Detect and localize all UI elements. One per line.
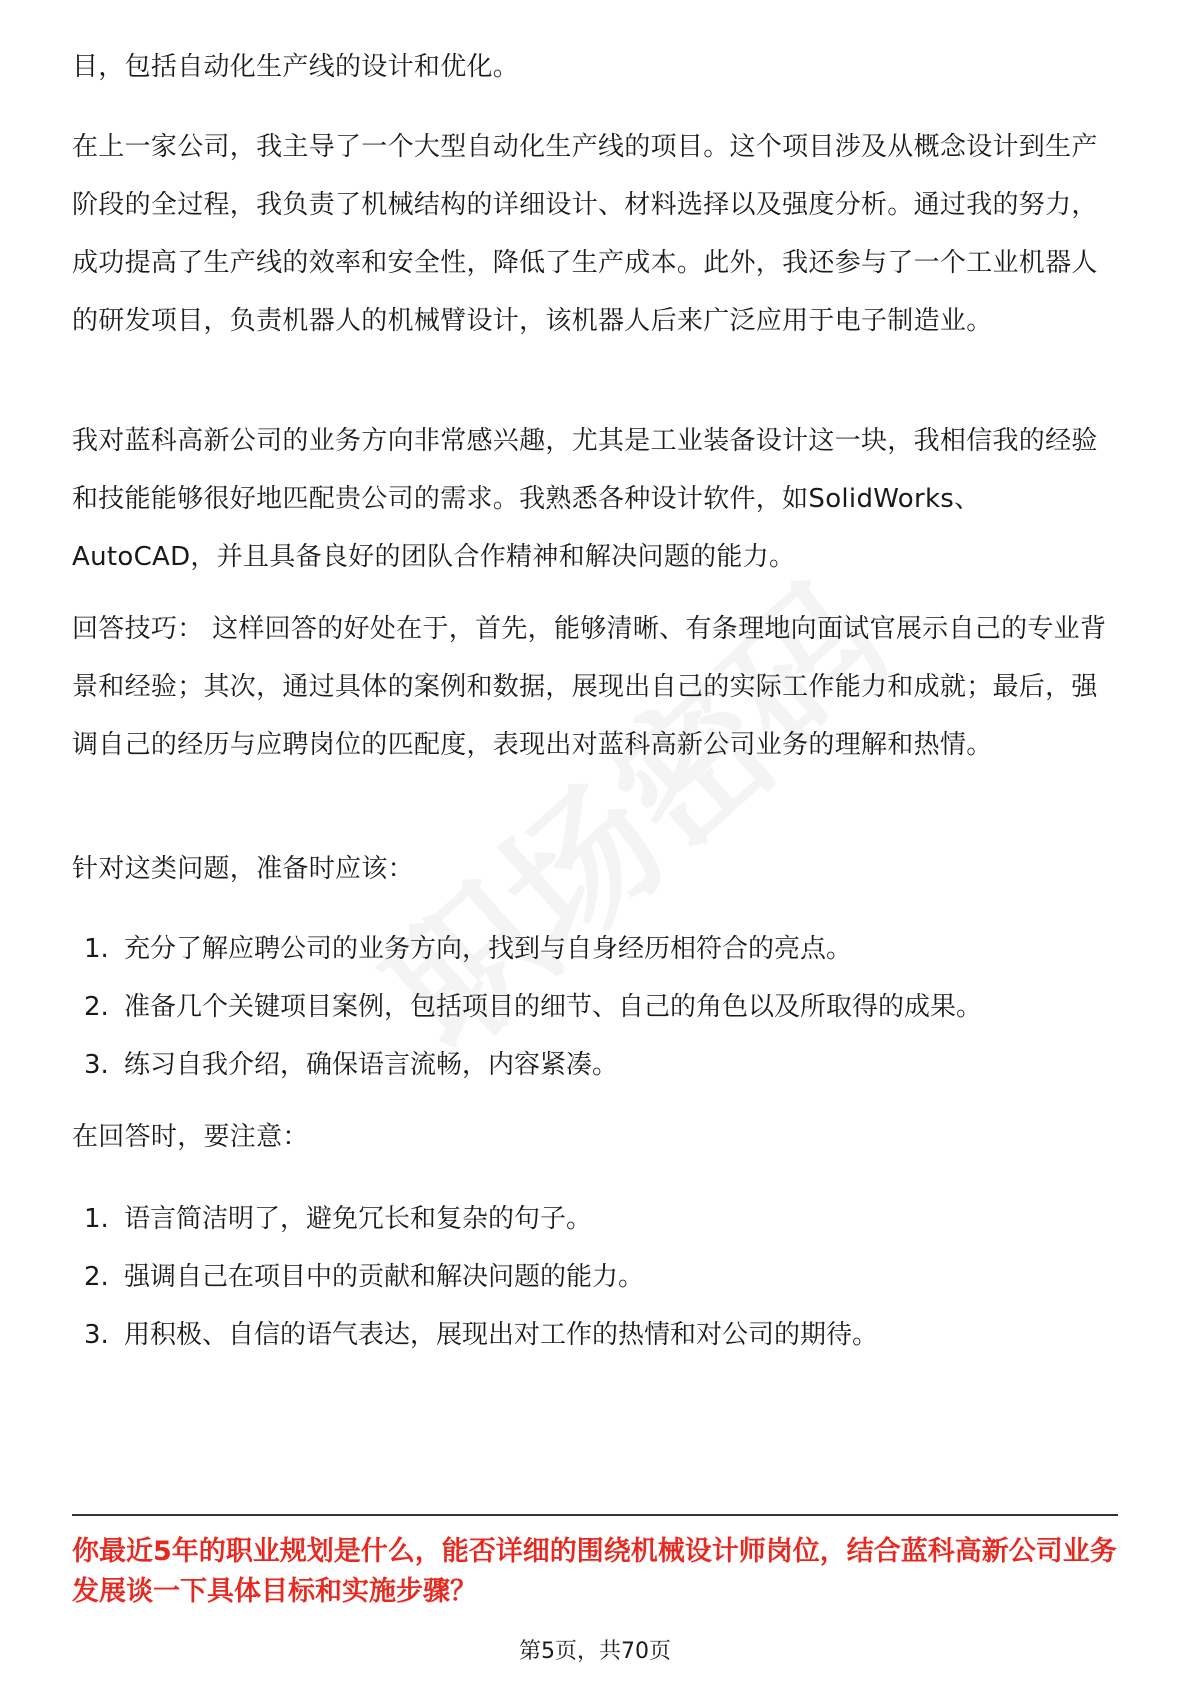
list-text: 练习自我介绍，确保语言流畅，内容紧凑。	[124, 1050, 619, 1080]
list-item	[84, 1190, 1114, 1248]
paragraph-tips: 回答技巧： 这样回答的好处在于，首先，能够清晰、有条理地向面试官展示自己的专业背景和经验；其次，通过具体的案例和数据，展现出自己的实际工作能力和成就；最后，强调自己的经历与应聘岗位的匹配度，表现出对蓝科高新公司业务的理解和热情。	[72, 614, 1107, 760]
list-number: 1.	[84, 1204, 109, 1234]
list-item	[84, 978, 1114, 1036]
list-number: 2.	[84, 992, 109, 1022]
list-text: 强调自己在项目中的贡献和解决问题的能力。	[124, 1262, 645, 1292]
list-text: 语言简洁明了，避免冗长和复杂的句子。	[124, 1204, 593, 1234]
paragraph-attention-heading: 在回答时，要注意：	[72, 1122, 309, 1152]
list-text: 充分了解应聘公司的业务方向，找到与自身经历相符合的亮点。	[124, 934, 853, 964]
list-number: 3.	[84, 1320, 109, 1350]
prep-list	[84, 920, 1114, 1094]
attention-list	[84, 1190, 1114, 1364]
paragraph-prep-heading: 针对这类问题，准备时应该：	[72, 854, 414, 884]
list-number: 2.	[84, 1262, 109, 1292]
list-number: 1.	[84, 934, 109, 964]
next-question-heading: 你最近5年的职业规划是什么，能否详细的围绕机械设计师岗位，结合蓝科高新公司业务发展谈一下具体目标和实施步骤？	[72, 1536, 1117, 1607]
list-item	[84, 1306, 1114, 1364]
page-number: 第5页，共70页	[519, 1639, 671, 1664]
list-item	[84, 1036, 1114, 1094]
list-text: 用积极、自信的语气表达，展现出对工作的热情和对公司的期待。	[124, 1320, 879, 1350]
list-item	[84, 1248, 1114, 1306]
list-text: 准备几个关键项目案例，包括项目的细节、自己的角色以及所取得的成果。	[124, 992, 983, 1022]
list-item	[84, 920, 1114, 978]
paragraph-interest: 我对蓝科高新公司的业务方向非常感兴趣，尤其是工业装备设计这一块，我相信我的经验和技能能够很好地匹配贵公司的需求。我熟悉各种设计软件，如SolidWorks、AutoCAD，并且具备良好的团队合作精神和解决问题的能力。	[72, 426, 1098, 572]
paragraph-experience: 在上一家公司，我主导了一个大型自动化生产线的项目。这个项目涉及从概念设计到生产阶段的全过程，我负责了机械结构的详细设计、材料选择以及强度分析。通过我的努力，成功提高了生产线的效率和安全性，降低了生产成本。此外，我还参与了一个工业机器人的研发项目，负责机器人的机械臂设计，该机器人后来广泛应用于电子制造业。	[72, 132, 1098, 336]
list-number: 3.	[84, 1050, 109, 1080]
section-divider	[72, 1514, 1118, 1516]
paragraph-intro-tail: 目，包括自动化生产线的设计和优化。	[72, 52, 520, 82]
